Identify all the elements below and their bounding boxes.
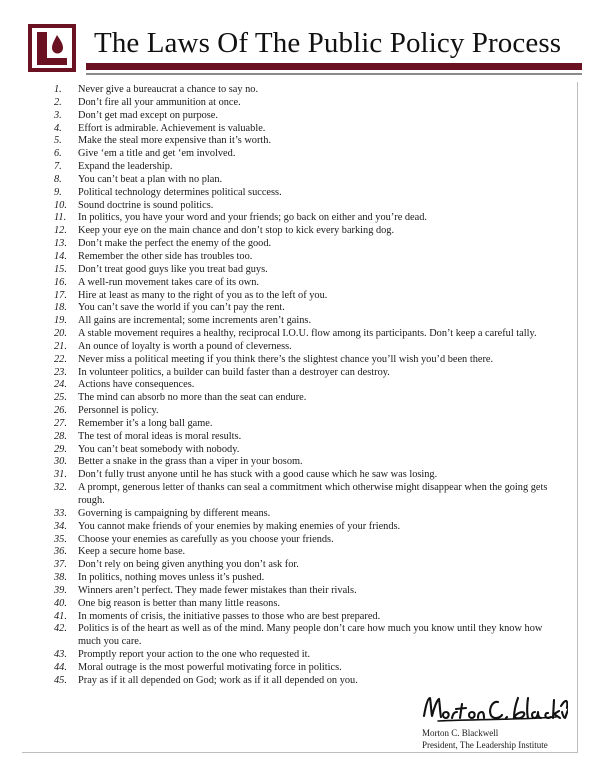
- law-text: Sound doctrine is sound politics.: [78, 199, 214, 211]
- law-number: 28.: [54, 430, 67, 442]
- law-text: Actions have consequences.: [78, 379, 195, 391]
- law-number: 11.: [54, 212, 67, 224]
- law-item: [24, 84, 558, 97]
- law-text: Give ‘em a title and get ‘em involved.: [78, 148, 236, 160]
- law-text: Better a snake in the grass than a viper in your bosom.: [78, 456, 303, 468]
- law-text: Personnel is policy.: [78, 405, 159, 417]
- law-text: In moments of crisis, the initiative passes to those who are best prepared.: [78, 610, 381, 622]
- law-number: 20.: [54, 328, 67, 340]
- law-number: 32.: [54, 482, 67, 494]
- law-number: 39.: [54, 584, 67, 596]
- law-text: Pray as if it all depended on God; work as if it all depended on you.: [78, 674, 358, 686]
- law-text: Don’t fire all your ammunition at once.: [78, 96, 241, 108]
- law-number: 12.: [54, 225, 67, 237]
- law-text: Hire at least as many to the right of you as to the left of you.: [78, 289, 328, 301]
- law-item: [24, 367, 558, 380]
- law-number: 8.: [54, 173, 62, 185]
- law-item: [24, 482, 558, 508]
- law-item: [24, 212, 558, 225]
- signer-title: President, The Leadership Institute: [422, 740, 548, 750]
- law-text: Don’t treat good guys like you treat bad guys.: [78, 263, 268, 275]
- law-item: [24, 290, 558, 303]
- law-text: In politics, you have your word and your friends; go back on either and you’re dead.: [78, 212, 428, 224]
- law-item: [24, 444, 558, 457]
- law-text: Moral outrage is the most powerful motivating force in politics.: [78, 661, 342, 673]
- law-text: Make the steal more expensive than it’s worth.: [78, 135, 272, 147]
- law-number: 35.: [54, 533, 67, 545]
- law-number: 15.: [54, 263, 67, 275]
- law-item: [24, 135, 558, 148]
- law-number: 2.: [54, 96, 62, 108]
- law-number: 7.: [54, 161, 62, 173]
- law-item: [24, 328, 558, 341]
- law-text: One big reason is better than many little reasons.: [78, 597, 280, 609]
- law-item: [24, 302, 558, 315]
- law-text: In volunteer politics, a builder can build faster than a destroyer can destroy.: [78, 366, 390, 378]
- law-item: [24, 251, 558, 264]
- law-number: 24.: [54, 379, 67, 391]
- law-number: 30.: [54, 456, 67, 468]
- law-number: 36.: [54, 546, 67, 558]
- law-number: 10.: [54, 199, 67, 211]
- law-item: [24, 200, 558, 213]
- law-number: 41.: [54, 610, 67, 622]
- law-item: [24, 277, 558, 290]
- law-number: 1.: [54, 84, 62, 95]
- law-number: 34.: [54, 520, 67, 532]
- law-item: [24, 585, 558, 598]
- law-item: [24, 123, 558, 136]
- law-text: Don’t make the perfect the enemy of the good.: [78, 238, 272, 250]
- law-text: Don’t get mad except on purpose.: [78, 109, 218, 121]
- law-text: The test of moral ideas is moral results.: [78, 430, 242, 442]
- law-text: Winners aren’t perfect. They made fewer mistakes than their rivals.: [78, 584, 357, 596]
- law-item: [24, 341, 558, 354]
- law-item: [24, 431, 558, 444]
- law-item: [24, 508, 558, 521]
- law-item: [24, 148, 558, 161]
- law-text: Don’t rely on being given anything you don’t ask for.: [78, 559, 299, 571]
- law-number: 23.: [54, 366, 67, 378]
- page-title: The Laws Of The Public Policy Process: [94, 27, 562, 59]
- law-item: [24, 392, 558, 405]
- law-item: [24, 572, 558, 585]
- law-item: [24, 405, 558, 418]
- laws-list: [24, 84, 558, 688]
- law-item: [24, 623, 558, 649]
- signer-name: Morton C. Blackwell: [422, 728, 499, 738]
- law-text: Never miss a political meeting if you think there’s the slightest chance you’ll wish you’d been there.: [78, 353, 494, 365]
- law-text: Effort is admirable. Achievement is valuable.: [78, 122, 266, 134]
- law-item: [24, 546, 558, 559]
- law-item: [24, 238, 558, 251]
- law-number: 44.: [54, 661, 67, 673]
- leadership-institute-logo-icon: [28, 24, 76, 72]
- law-text: All gains are incremental; some increments aren’t gains.: [78, 315, 312, 327]
- handwritten-signature: [418, 690, 568, 726]
- law-text: Expand the leadership.: [78, 161, 173, 173]
- law-text: Politics is of the heart as well as of the mind. Many people don’t care how much you know until they know how much you care.: [78, 623, 543, 648]
- law-text: Keep your eye on the main chance and don’t stop to kick every barking dog.: [78, 225, 395, 237]
- law-text: In politics, nothing moves unless it’s pushed.: [78, 572, 265, 584]
- law-number: 4.: [54, 122, 62, 134]
- law-text: Governing is campaigning by different means.: [78, 507, 271, 519]
- law-item: [24, 354, 558, 367]
- law-number: 27.: [54, 417, 67, 429]
- law-number: 42.: [54, 623, 67, 635]
- law-text: An ounce of loyalty is worth a pound of cleverness.: [78, 340, 292, 352]
- law-text: Choose your enemies as carefully as you choose your friends.: [78, 533, 334, 545]
- law-number: 21.: [54, 340, 67, 352]
- law-text: A well-run movement takes care of its own.: [78, 276, 259, 288]
- law-text: The mind can absorb no more than the seat can endure.: [78, 392, 307, 404]
- law-number: 43.: [54, 649, 67, 661]
- law-text: Keep a secure home base.: [78, 546, 186, 558]
- law-item: [24, 456, 558, 469]
- law-item: [24, 675, 558, 688]
- law-number: 16.: [54, 276, 67, 288]
- law-item: [24, 97, 558, 110]
- law-number: 38.: [54, 572, 67, 584]
- law-number: 13.: [54, 238, 67, 250]
- law-number: 17.: [54, 289, 67, 301]
- law-item: [24, 418, 558, 431]
- law-number: 31.: [54, 469, 67, 481]
- law-item: [24, 598, 558, 611]
- law-item: [24, 649, 558, 662]
- law-number: 18.: [54, 302, 67, 314]
- law-number: 25.: [54, 392, 67, 404]
- law-number: 9.: [54, 186, 62, 198]
- title-rule-grey: [86, 73, 582, 75]
- law-number: 29.: [54, 443, 67, 455]
- law-text: Never give a bureaucrat a chance to say no.: [78, 84, 259, 95]
- law-text: Remember it’s a long ball game.: [78, 417, 213, 429]
- law-number: 6.: [54, 148, 62, 160]
- law-text: You can’t beat somebody with nobody.: [78, 443, 240, 455]
- law-text: A stable movement requires a healthy, reciprocal I.O.U. flow among its participants. Don’t keep a careful tally.: [78, 328, 537, 340]
- law-item: [24, 161, 558, 174]
- law-text: A prompt, generous letter of thanks can seal a commitment which otherwise might disappear when the going gets rough.: [78, 482, 548, 506]
- law-item: [24, 315, 558, 328]
- law-item: [24, 662, 558, 675]
- law-number: 14.: [54, 250, 67, 262]
- law-item: [24, 521, 558, 534]
- law-number: 33.: [54, 507, 67, 519]
- title-rule-maroon: [86, 63, 582, 70]
- law-number: 5.: [54, 135, 62, 147]
- law-text: You can’t beat a plan with no plan.: [78, 173, 223, 185]
- law-item: [24, 174, 558, 187]
- law-item: [24, 110, 558, 123]
- law-item: [24, 534, 558, 547]
- law-item: [24, 469, 558, 482]
- law-number: 40.: [54, 597, 67, 609]
- law-number: 26.: [54, 405, 67, 417]
- law-text: You cannot make friends of your enemies by making enemies of your friends.: [78, 520, 401, 532]
- law-item: [24, 379, 558, 392]
- law-item: [24, 559, 558, 572]
- law-item: [24, 264, 558, 277]
- law-number: 22.: [54, 353, 67, 365]
- law-text: Remember the other side has troubles too.: [78, 250, 253, 262]
- law-text: Promptly report your action to the one who requested it.: [78, 649, 311, 661]
- law-number: 37.: [54, 559, 67, 571]
- law-text: Don’t fully trust anyone until he has stuck with a good cause which he saw was losing.: [78, 469, 438, 481]
- law-item: [24, 225, 558, 238]
- law-item: [24, 187, 558, 200]
- page-header: [24, 22, 582, 78]
- law-text: Political technology determines political success.: [78, 186, 282, 198]
- law-number: 3.: [54, 109, 62, 121]
- law-number: 45.: [54, 674, 67, 686]
- law-number: 19.: [54, 315, 67, 327]
- law-item: [24, 611, 558, 624]
- law-text: You can’t save the world if you can’t pay the rent.: [78, 302, 285, 314]
